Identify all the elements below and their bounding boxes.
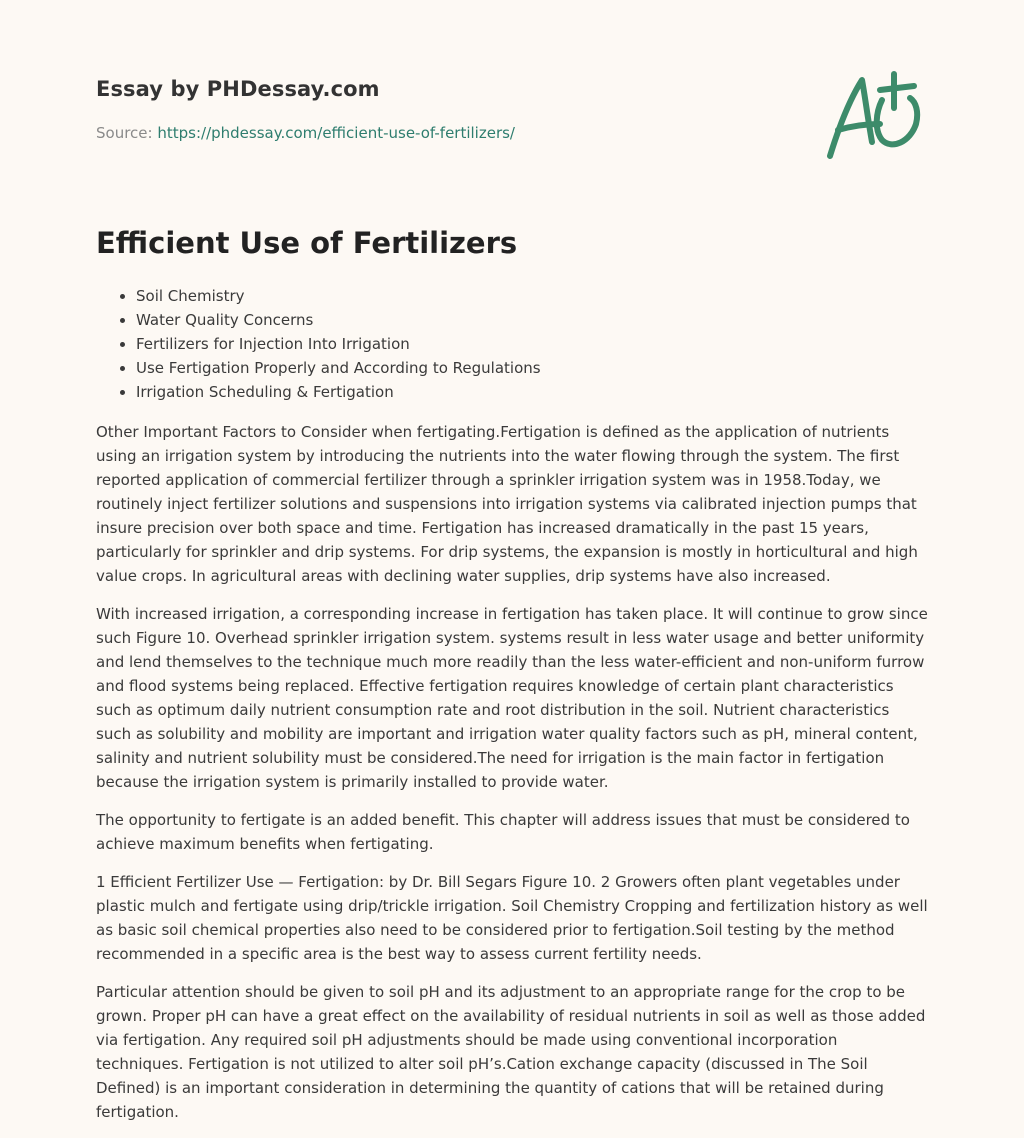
source-line	[96, 124, 515, 142]
brand-title: Essay by PHDessay.com	[96, 77, 380, 101]
body-paragraph: Other Important Factors to Consider when fertigating.Fertigation is defined as the application of nutrients using an irrigation system by introducing the nutrients into the water flowing through the system. The first reported application of commercial fertilizer through a sprinkler irrigation system was in 1958.Today, we routinely inject fertilizer solutions and suspensions into irrigation systems via calibrated injection pumps that insure precision over both space and time. Fertigation has increased dramatically in the past 15 years, particularly for sprinkler and drip systems. For drip systems, the expansion is mostly in horticultural and high value crops. In agricultural areas with declining water supplies, drip systems have also increased.	[96, 423, 918, 585]
toc-item: • Irrigation Scheduling & Fertigation	[136, 380, 541, 404]
toc-item: • Fertilizers for Injection Into Irrigation	[136, 332, 541, 356]
source-link[interactable]: https://phdessay.com/efficient-use-of-fertilizers/	[157, 124, 515, 142]
page-title: Efficient Use of Fertilizers	[96, 226, 518, 260]
body-paragraph: 1 Efficient Fertilizer Use — Fertigation: by Dr. Bill Segars Figure 10. 2 Growers often plant vegetables under plastic mulch and fertigate using drip/trickle irrigation. Soil Chemistry Cropping and fertilization history as well as basic soil chemical properties also need to be considered prior to fertigation.Soil testing by the method recommended in a specific area is the best way to assess current fertility needs.	[96, 873, 928, 963]
toc-item: • Soil Chemistry	[136, 284, 541, 308]
body-paragraph: With increased irrigation, a corresponding increase in fertigation has taken place. It will continue to grow since such Figure 10. Overhead sprinkler irrigation system. systems result in less water usage and better uniformity and lend themselves to the technique much more readily than the less water-efficient and non-uniform furrow and flood systems being replaced. Effective fertigation requires knowledge of certain plant characteristics such as optimum daily nutrient consumption rate and root distribution in the soil. Nutrient characteristics such as solubility and mobility are important and irrigation water quality factors such as pH, mineral content, salinity and nutrient solubility must be considered.The need for irrigation is the main factor in fertigation because the irrigation system is primarily installed to provide water.	[96, 605, 928, 791]
toc-item: • Use Fertigation Properly and According to Regulations	[136, 356, 541, 380]
table-of-contents	[96, 284, 541, 404]
body-paragraph: The opportunity to fertigate is an added benefit. This chapter will address issues that must be considered to achieve maximum benefits when fertigating.	[96, 811, 910, 853]
a-plus-logo-icon	[822, 68, 928, 164]
body-paragraph: Particular attention should be given to soil pH and its adjustment to an appropriate range for the crop to be grown. Proper pH can have a great effect on the availability of residual nutrients in soil as well as those added via fertigation. Any required soil pH adjustments should be made using conventional incorporation techniques. Fertigation is not utilized to alter soil pH’s.Cation exchange capacity (discussed in The Soil Defined) is an important consideration in determining the quantity of cations that will be retained during fertigation.	[96, 983, 926, 1121]
article-body	[96, 420, 928, 1138]
source-label: Source:	[96, 124, 153, 142]
toc-item: • Water Quality Concerns	[136, 308, 541, 332]
